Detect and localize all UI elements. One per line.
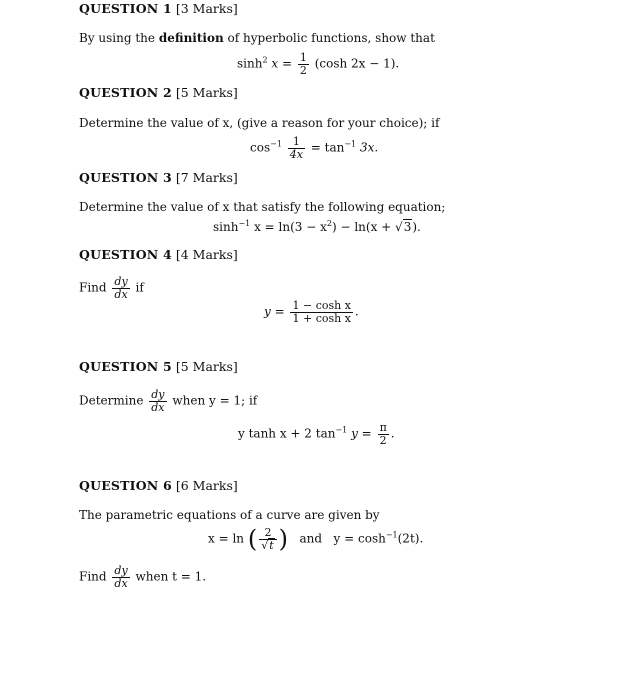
question-5-equation: y tanh x + 2 $\tan^{-1} y$ = $\frac{\pi}{2}$ .: [238, 421, 395, 447]
question-6-heading: QUESTION 6 [6 Marks]: [79, 478, 238, 493]
question-3-equation: $\sinh^{-1} x = \ln(3 - x^2) - \ln(x + √3)$.: [213, 219, 421, 234]
question-4-heading: QUESTION 4 [4 Marks]: [79, 247, 238, 262]
question-4-equation: y = $\frac{\text{1 − cosh x}}{\text{1 + cosh x}}$ .: [264, 299, 359, 325]
question-5-heading: QUESTION 5 [5 Marks]: [79, 359, 238, 374]
question-1-heading: QUESTION 1 [3 Marks]: [79, 1, 238, 16]
question-3-heading: QUESTION 3 [7 Marks]: [79, 170, 238, 185]
question-3-text: Determine the value of x that satisfy the following equation;: [79, 200, 446, 214]
question-2-heading: QUESTION 2 [5 Marks]: [79, 85, 238, 100]
question-1-text: By using the definition of hyperbolic functions, show that: [79, 31, 435, 45]
question-6-text: The parametric equations of a curve are given by: [79, 508, 380, 522]
question-2-equation: $\cos^{-1}$ $\frac{1}{4x}$ = $\tan^{-1} 3x$.: [250, 135, 379, 161]
question-1-equation: $\sinh^2 x$ = $\frac{1}{2}$ (cosh 2x − 1).: [237, 51, 400, 77]
question-6-equation: x = ln ( $\frac{2}{√t}$ ) and $y = \cosh^{-1}(2t)$.: [208, 525, 424, 554]
question-2-text: Determine the value of x, (give a reason for your choice); if: [79, 116, 440, 130]
question-4-text: Find $\frac{dy}{dx}$ if: [79, 275, 144, 301]
question-6-find: Find $\frac{dy}{dx}$ when t = 1.: [79, 564, 207, 590]
question-5-text: Determine $\frac{dy}{dx}$ when y = 1; if: [79, 388, 258, 414]
